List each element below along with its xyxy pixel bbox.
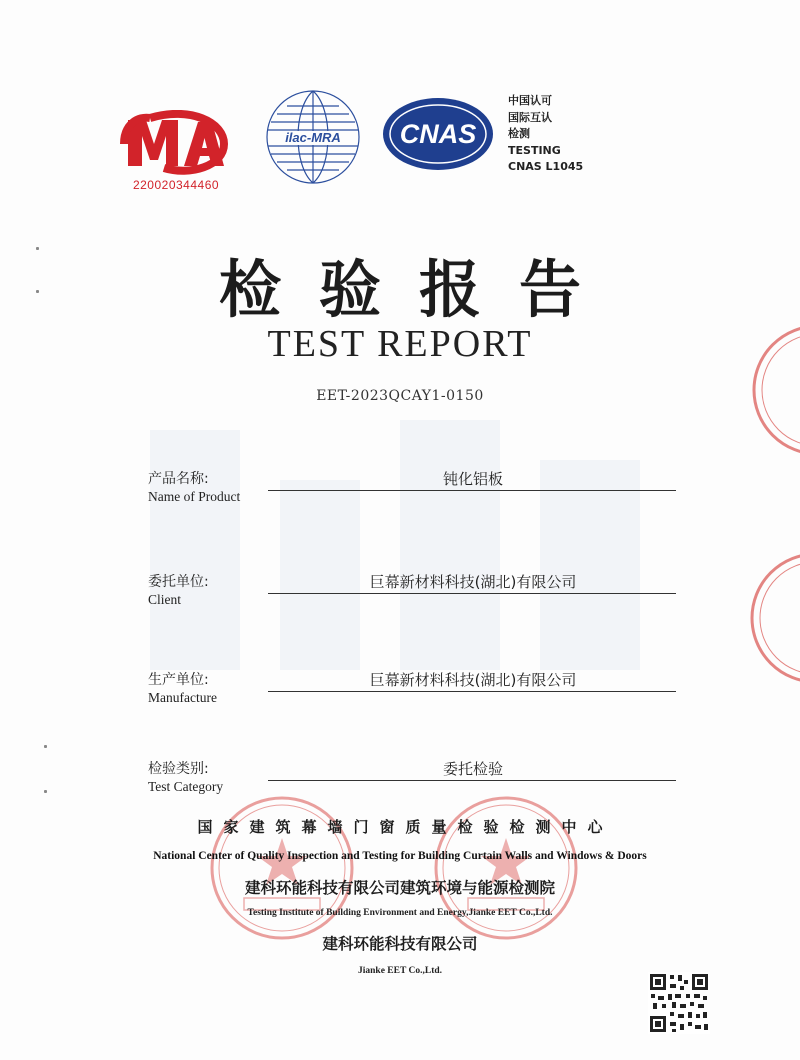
- field-value: 委托检验: [442, 760, 503, 778]
- field-underline: [268, 780, 676, 781]
- field-test-category: [148, 758, 678, 798]
- edge-seal-stamp-bottom: [742, 548, 800, 688]
- field-label-en: Name of Product: [148, 489, 241, 504]
- organization-name-en: National Center of Quality Inspection and Testing for Building Curtain Walls and Windows & Doors: [153, 850, 647, 862]
- company-name-cn: 建科环能科技有限公司: [322, 935, 478, 953]
- ilac-mra-logo: [263, 88, 363, 186]
- field-label-en: Test Category: [148, 779, 224, 794]
- report-number: EET-2023QCAY1-0150: [316, 388, 484, 404]
- cnas-logo-text: CNAS: [399, 119, 477, 149]
- field-label-cn: 产品名称:: [148, 471, 209, 487]
- scan-speck: [36, 290, 39, 293]
- institute-name-en: Testing Institute of Building Environment and Energy,Jianke EET Co.,Ltd.: [247, 908, 553, 918]
- cnas-line: 中国认可: [508, 94, 552, 107]
- institute-name-cn: 建科环能科技有限公司建筑环境与能源检测院: [244, 879, 555, 897]
- field-label-cn: 委托单位:: [148, 574, 209, 590]
- field-underline: [268, 691, 676, 692]
- field-underline: [268, 490, 676, 491]
- field-value: 巨幕新材料科技(湖北)有限公司: [369, 573, 577, 591]
- field-client: [148, 571, 678, 611]
- cnas-line: 检测: [508, 127, 530, 140]
- field-product-name: [148, 468, 678, 508]
- edge-seal-stamp-top: [748, 320, 800, 460]
- cma-number: 220020344460: [132, 178, 220, 192]
- cnas-line: CNAS L1045: [508, 160, 584, 173]
- cma-logo: [120, 110, 230, 176]
- scan-speck: [44, 745, 47, 748]
- field-manufacture: [148, 669, 678, 709]
- field-label-en: Manufacture: [148, 690, 217, 705]
- cnas-accreditation-text: [508, 93, 628, 176]
- qr-code[interactable]: [648, 972, 710, 1034]
- field-label-en: Client: [148, 592, 181, 607]
- field-label-cn: 检验类别:: [148, 761, 209, 777]
- ilac-logo-text: ilac-MRA: [285, 130, 341, 145]
- cnas-line: 国际互认: [508, 110, 552, 124]
- background-watermark: [150, 420, 650, 680]
- scan-speck: [44, 790, 47, 793]
- scan-speck: [36, 247, 39, 250]
- cnas-line: TESTING: [508, 143, 561, 157]
- field-underline: [268, 593, 676, 594]
- organization-name-cn: 国家建筑幕墙门窗质量检验检测中心: [197, 818, 614, 836]
- report-title-cn: 检验报告: [218, 253, 619, 326]
- field-label-cn: 生产单位:: [148, 672, 209, 688]
- field-value: 巨幕新材料科技(湖北)有限公司: [369, 671, 577, 689]
- cnas-logo: [380, 95, 496, 173]
- report-title-en: TEST REPORT: [267, 323, 533, 365]
- company-name-en: Jianke EET Co.,Ltd.: [357, 966, 443, 976]
- field-value: 钝化铝板: [442, 470, 503, 488]
